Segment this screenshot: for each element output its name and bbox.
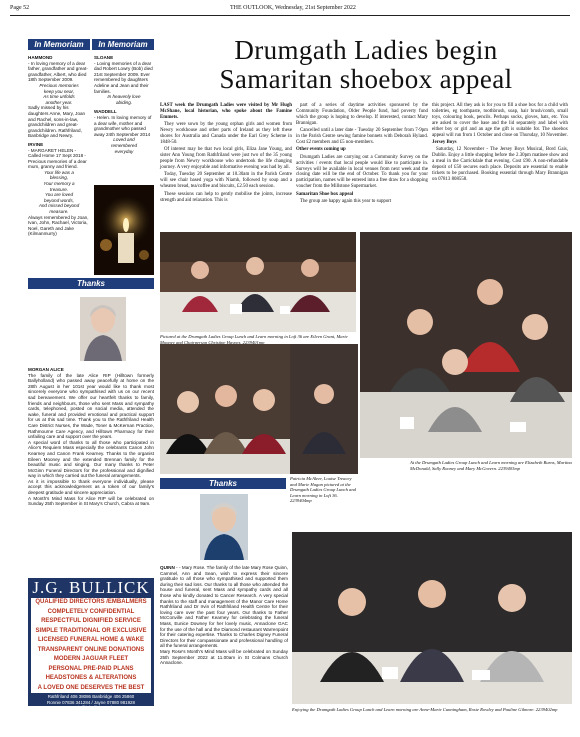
article-headline — [160, 36, 572, 94]
subheading: Other events coming up — [296, 147, 346, 153]
verse-line: Precious memories — [39, 82, 79, 88]
headline-line: Samaritan shoebox appeal — [219, 64, 513, 94]
portrait-quinn — [200, 494, 248, 560]
memoriam-text: - Loving memories of a dear dad Robert Lowry (Bob) died 21st September 2009. Ever remembered by daughters Adeline and Jean and their families. — [94, 60, 153, 94]
paragraph: Drumgath Ladies are carrying out a Community Survey on the activities / events that local people would like to participate in. Surveys will be available in local venues from next week and the closing date will be the end of October. To thank you for your participation, names will be entered into a free draw for a shopping voucher from the Millstone Supermarket. — [296, 154, 428, 190]
ad-service: COMPLETELY CONFIDENTIAL — [31, 608, 151, 618]
article-col-3 — [432, 103, 568, 184]
lead-paragraph: LAST week the Drumgath Ladies were visited by Mr Hugh McShane, local historian, who spoke about the Famine Emmets. — [160, 103, 292, 120]
ad-contact: Rathfriland 406 38086 Banbridge 406 25860 — [47, 694, 135, 699]
paragraph: part of a series of daytime activities sponsored by the Community Foundation, Older People fund, had poverty fund which the group is hoping to develop. If interested, contact Mary Brannigan. — [296, 103, 428, 126]
memoriam-text: - MARGARET HELEN - Called Home 17 Sept 2018 - Precious memories of a dear mum, granny and friend. — [28, 147, 87, 170]
memoriam-text: Sadly missed by his daughters Anne, Mary, Joan and Rachel, sons-in-law, grandchildren and great-grandchildren. Rathfriland, Banbridge and Newry. — [28, 105, 86, 139]
verse-line: everyday — [114, 148, 134, 154]
photo-group-4 — [292, 532, 572, 704]
verse-line: And missed beyond — [38, 203, 80, 209]
memoriam-name: WADDELL — [94, 109, 117, 115]
verse-line: As time unfolds — [43, 94, 75, 100]
photo-group-1 — [160, 232, 356, 332]
memoriam-name: HAMMOND — [28, 55, 53, 60]
paragraph: Cancelled until a later date - Tuesday 20 September from 7-9pm in the Parish Centre sewing famine bonnets with Deborah Hyland. Cost £2 members and £5 non-members. — [296, 128, 428, 145]
verse-line: Your memory a — [43, 181, 75, 187]
ad-service: LICENSED FUNERAL HOME & WAKE — [31, 636, 151, 646]
thanks-text: As it is impossible to thank everyone individually, please accept this acknowledgement as a token of our family's deepest gratitude and sincere appreciation. — [28, 478, 154, 496]
paragraph: They were sown by the young orphan girls and women from Newry workhouse and other parts of Ireland as they left these shores for Australia and Canada under the Earl Grey Scheme in 1848-50. — [160, 122, 292, 145]
memoriam-name: SLOANE — [94, 55, 114, 60]
paragraph: Of interest may be that two local girls, Eliza Jane Young, and sister Ann Young from Rathfriland were just two of the 35 young people from Newry workhouse who undertook the life changing journey. A very enjoyable and informative evening was had by all. — [160, 147, 292, 171]
subheading: Jersey Boys — [432, 139, 457, 145]
verse-line: another year. — [45, 99, 73, 105]
thanks-banner-2: Thanks — [160, 478, 286, 489]
memoriam-right — [94, 55, 154, 154]
ad-service: QUALIFIED DIRECTORS /EMBALMERS — [31, 598, 151, 608]
ad-service: SIMPLE TRADITIONAL OR EXCLUSIVE — [31, 627, 151, 637]
photo-group-2 — [160, 344, 290, 474]
verse-line: abiding. — [115, 99, 133, 105]
ad-service: RESPECTFUL DIGNIFIED SERVICE — [31, 617, 151, 627]
headline-line: Drumgath Ladies begin — [234, 35, 498, 65]
photo-caption-4: Enjoying the Drumgath Ladies Group Lunch and Learn morning are Anne-Marie Cunningham, Rosie Rowley and Pauline Gilmore. 2239402mp — [292, 707, 558, 712]
verse-line: treasure. — [49, 186, 69, 192]
thanks-text: A special word of thanks to all those who participated in Alice's Requiem Mass especially the celebrants Canon John Kearney and Canon Frank Kearney. Thanks to the organist Eileen Mooney and the extended Brennan family for the beautiful music and singing. Our many thanks to Peter McGinn Funeral Directors for the professional and dignified way in which they carried out the funeral arrangements. — [28, 439, 154, 479]
verse-line: Loved and — [113, 137, 135, 143]
memoriam-left — [28, 55, 90, 237]
memoriam-text: Always remembered by Joan, Ivan, John, Rachael, Victoria, Noel, Gareth and Jake (Kilmanmurry) — [28, 214, 89, 237]
ad-brand: J.G. BULLICK — [32, 578, 150, 597]
paper-dateline: THE OUTLOOK, Wednesday, 21st September 2022 — [230, 5, 356, 11]
photo-group-2b — [290, 344, 358, 474]
thanks-text: A Month's Mind Mass for Alice RIP will be celebrated on Sunday 25th September in St Mary's Church, Cabra at 9am. — [28, 495, 154, 507]
paragraph: The group are happy again this year to support — [300, 199, 392, 205]
thanks-text: The family of the late Alice RIP (Hilltown formerly Ballyholland) who passed away peacefully at home on the 28th August in her 101st year would like to thank most sincerely everyone who sympathised with us on our recent sad bereavement. We offer our heartfelt thanks to family, friends and neighbours, those who sent Mass and sympathy cards, telephoned, posted on social media, attended the wake, funeral and provided emotional and practical support for us at this sad time. Thank you to the Rathfriland Health Care District Nurses, the Wade, Toner & McKernan Practice, Rathmourne Care Agency, and Hilltown Pharmacy for their unfailing care and support over the years. — [28, 372, 154, 440]
photo-caption-2: Patricia McAleer, Louise Treacey and Marie Hagan pictured at the Drumgath Ladies Group Lunch and Learn morning in Loft 36. 2239404mp — [290, 476, 356, 503]
ad-service: PERSONAL PRE-PAID PLANS — [31, 665, 151, 675]
verse-line: You are loved — [44, 192, 74, 198]
paragraph: These sessions can help to gently mobilise the joints, increase strength and aid relaxation. This is — [160, 191, 292, 203]
jg-bullick-ad — [28, 578, 154, 711]
thanks-text: - - Mary Rose. The family of the late Mary Rose Quinn, Cammel, Ann and Sean, wish to express their sincere gratitude to all those who sympathised and supported them during their sad loss. Our thanks to all those who attended the house and funeral, sent Mass and sympathy cards and all those who kindly donated to Cancer Research. A very special thanks to the staff and management of the Manor Care Home Rathfriland and Dr Irvin of Rathfriland Health Centre for their loving care over the past four years. Our thanks to Father McConville and Father Kearney for celebrating the funeral Mass, Eunice Downey for her lovely music, Annaclone GAC for the use of the hall and the Diamond restaurant Warrenpoint for their catering expertise. Thanks to Charles Digney Funeral Directors for their compassionate and professional handling of all the funeral arrangements. — [160, 565, 288, 649]
portrait-morgan — [80, 297, 126, 361]
photo-caption-1: Pictured at the Drumgath Ladies Group Lunch and Learn morning in Loft 36 are Eileen Grant, Marie Mooney and Chairperson Christine Haynes. 2239401mp — [160, 334, 348, 345]
paragraph: Saturday, 12 November - The Jersey Boys Musical, Bord Gais, Dublin. Enjoy a little shopping before the 2.30pm matinee show and a meal in the Carrickdale that evening. Cost £90. A non-refundable deposit of £50 secures each place. Deposits are essential to enable tickets to be purchased. Booking essential through Mary Brannigan on 07813 808558. — [432, 147, 568, 182]
ad-service: TRANSPARENT ONLINE DONATIONS — [31, 646, 151, 656]
ad-contact: ronnie@jgbullick.co.uk — [69, 705, 113, 711]
thanks-banner: Thanks — [28, 278, 154, 289]
ad-contact: Ronnie 07836 341284 / Jayne 07880 981928 — [47, 699, 135, 705]
candle-photo — [94, 185, 154, 275]
memoriam-name: IRVINE — [28, 141, 44, 147]
thanks-morgan — [28, 367, 154, 507]
page-number: Page 52 — [10, 5, 30, 11]
in-memoriam-banner: In Memoriam — [28, 39, 90, 50]
verse-line: remembered — [110, 142, 138, 148]
verse-line: beyond words, — [44, 197, 74, 203]
page-header — [10, 3, 570, 16]
article-col-1 — [160, 103, 292, 205]
verse-line: keep you near, — [43, 88, 75, 94]
thanks-name: QUINN — [160, 565, 175, 570]
ad-service: HEADSTONES & ALTERATIONS — [31, 674, 151, 684]
verse-line: Your life was a — [44, 169, 74, 175]
photo-group-3 — [360, 232, 572, 458]
thanks-text: Mary Rose's Month's Mind Mass will be celebrated on Sunday 25th September 2022 at 11.00am in St Colmans Church Annaclone. — [160, 648, 288, 666]
memoriam-text: - In loving memory of a dear father, grandfather and great-grandfather, Albert, who died 18th September 2009. — [28, 60, 88, 83]
article-col-2 — [296, 103, 428, 207]
in-memoriam-banner-2: In Memoriam — [92, 39, 154, 50]
memoriam-text: - Helen. In loving memory of a dear wife, mother and grandmother who passed away 24th September 2014 — [94, 114, 152, 137]
paragraph: this project. All they ask is for you to fill a shoe box for a child with toiletries, eg toothpaste, toothbrush, soap, hair brush/comb, small toys, colouring book, pencils. Perhaps socks, gloves, hats, etc. You are asked to cover the base and the lid separately and label with either boy or girl and an age the gift is suitable for. The shoebox appeal will run from 1 October and close on Thursday, 10 November. — [432, 103, 568, 138]
verse-line: measure. — [49, 209, 69, 215]
thanks-name: MORGAN ALICE — [28, 367, 64, 372]
photo-caption-3: At the Drumgath Ladies Group Lunch and Learn morning are Elizabeth Burns, Martina McDonald, Sally Rooney and Mary McGovern. 2239403mp — [410, 460, 572, 471]
subheading: Samaritan Shoe box appeal — [296, 191, 354, 197]
paragraph: Today, Tuesday 20 September at 10.30am in the Parish Centre will see chair based yoga with Niamh, followed by soup and a wheaten bread, tea/coffee and biscuits, £2.50 each session. — [160, 172, 292, 190]
ad-service: A LOVED ONE DESERVES THE BEST — [31, 684, 151, 694]
ad-service: MODERN JAGUAR FLEET — [31, 655, 151, 665]
verse-line: In heavenly love — [107, 94, 141, 100]
thanks-quinn — [160, 565, 288, 666]
verse-line: blessing, — [49, 175, 69, 181]
